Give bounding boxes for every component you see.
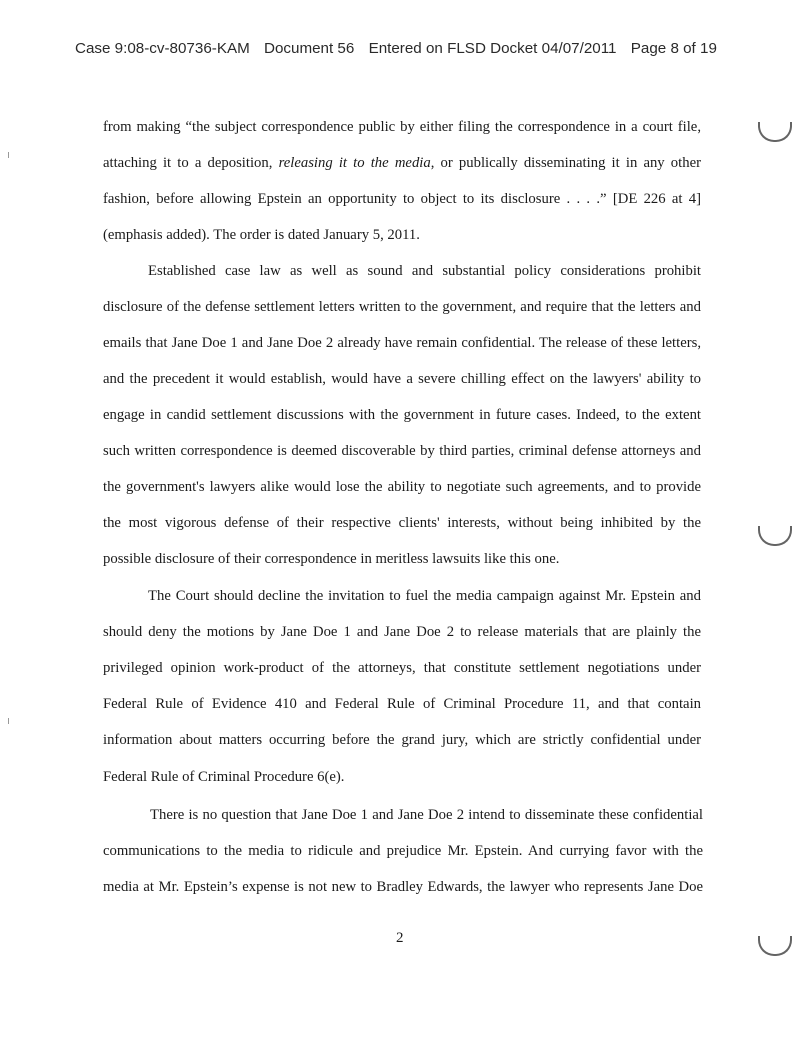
text-line: fashion, before allowing Epstein an opportunity to object to its disclosure . . . .” [DE 226 at 4]: [103, 191, 701, 207]
scan-mark: [8, 152, 9, 158]
text-line: media at Mr. Epstein’s expense is not new to Bradley Edwards, the lawyer who represents Jane Doe: [103, 879, 703, 895]
page-count: Page 8 of 19: [630, 40, 717, 57]
document-number: Document 56: [263, 40, 355, 57]
text-span: attaching it to a deposition,: [103, 155, 279, 171]
text-line: should deny the motions by Jane Doe 1 and Jane Doe 2 to release materials that are plainly the: [103, 624, 701, 640]
text-line: possible disclosure of their correspondence in meritless lawsuits like this one.: [103, 551, 560, 567]
text-line: Federal Rule of Evidence 410 and Federal Rule of Criminal Procedure 11, and that contain: [103, 696, 701, 712]
text-line: and the precedent it would establish, would have a severe chilling effect on the lawyers' ability to: [103, 371, 701, 387]
text-line: communications to the media to ridicule and prejudice Mr. Epstein. And currying favor with the: [103, 843, 703, 859]
text-line: the government's lawyers alike would lose the ability to negotiate such agreements, and to provide: [103, 479, 701, 495]
text-line: information about matters occurring before the grand jury, which are strictly confidential under: [103, 732, 701, 748]
page-number: 2: [396, 930, 404, 946]
text-line: the most vigorous defense of their respective clients' interests, without being inhibited by the: [103, 515, 701, 531]
text-span: , or publically disseminating it in any other: [430, 155, 701, 171]
docket-header: [75, 40, 755, 57]
scan-mark: [8, 718, 9, 724]
text-line: such written correspondence is deemed discoverable by third parties, criminal defense attorneys and: [103, 443, 701, 459]
text-line: Established case law as well as sound and substantial policy considerations prohibit: [148, 263, 701, 279]
docket-entry: Entered on FLSD Docket 04/07/2011: [368, 40, 617, 57]
punch-hole-mark: [758, 936, 792, 956]
text-line: engage in candid settlement discussions with the government in future cases. Indeed, to the extent: [103, 407, 701, 423]
text-line: The Court should decline the invitation to fuel the media campaign against Mr. Epstein and: [148, 588, 701, 604]
text-line: from making “the subject correspondence public by either filing the correspondence in a court file,: [103, 119, 701, 135]
text-line: Federal Rule of Criminal Procedure 6(e).: [103, 769, 345, 785]
text-line: privileged opinion work-product of the attorneys, that constitute settlement negotiations under: [103, 660, 701, 676]
emphasized-text: releasing it to the media: [278, 155, 431, 171]
punch-hole-mark: [758, 526, 792, 546]
text-line: disclosure of the defense settlement letters written to the government, and require that the letters and: [103, 299, 701, 315]
text-line: emails that Jane Doe 1 and Jane Doe 2 already have remain confidential. The release of these letters,: [103, 335, 701, 351]
punch-hole-mark: [758, 122, 792, 142]
text-line: (emphasis added). The order is dated January 5, 2011.: [103, 227, 420, 243]
case-number: Case 9:08-cv-80736-KAM: [75, 40, 250, 57]
text-line: There is no question that Jane Doe 1 and Jane Doe 2 intend to disseminate these confidential: [150, 807, 703, 823]
text-line: [103, 154, 701, 172]
